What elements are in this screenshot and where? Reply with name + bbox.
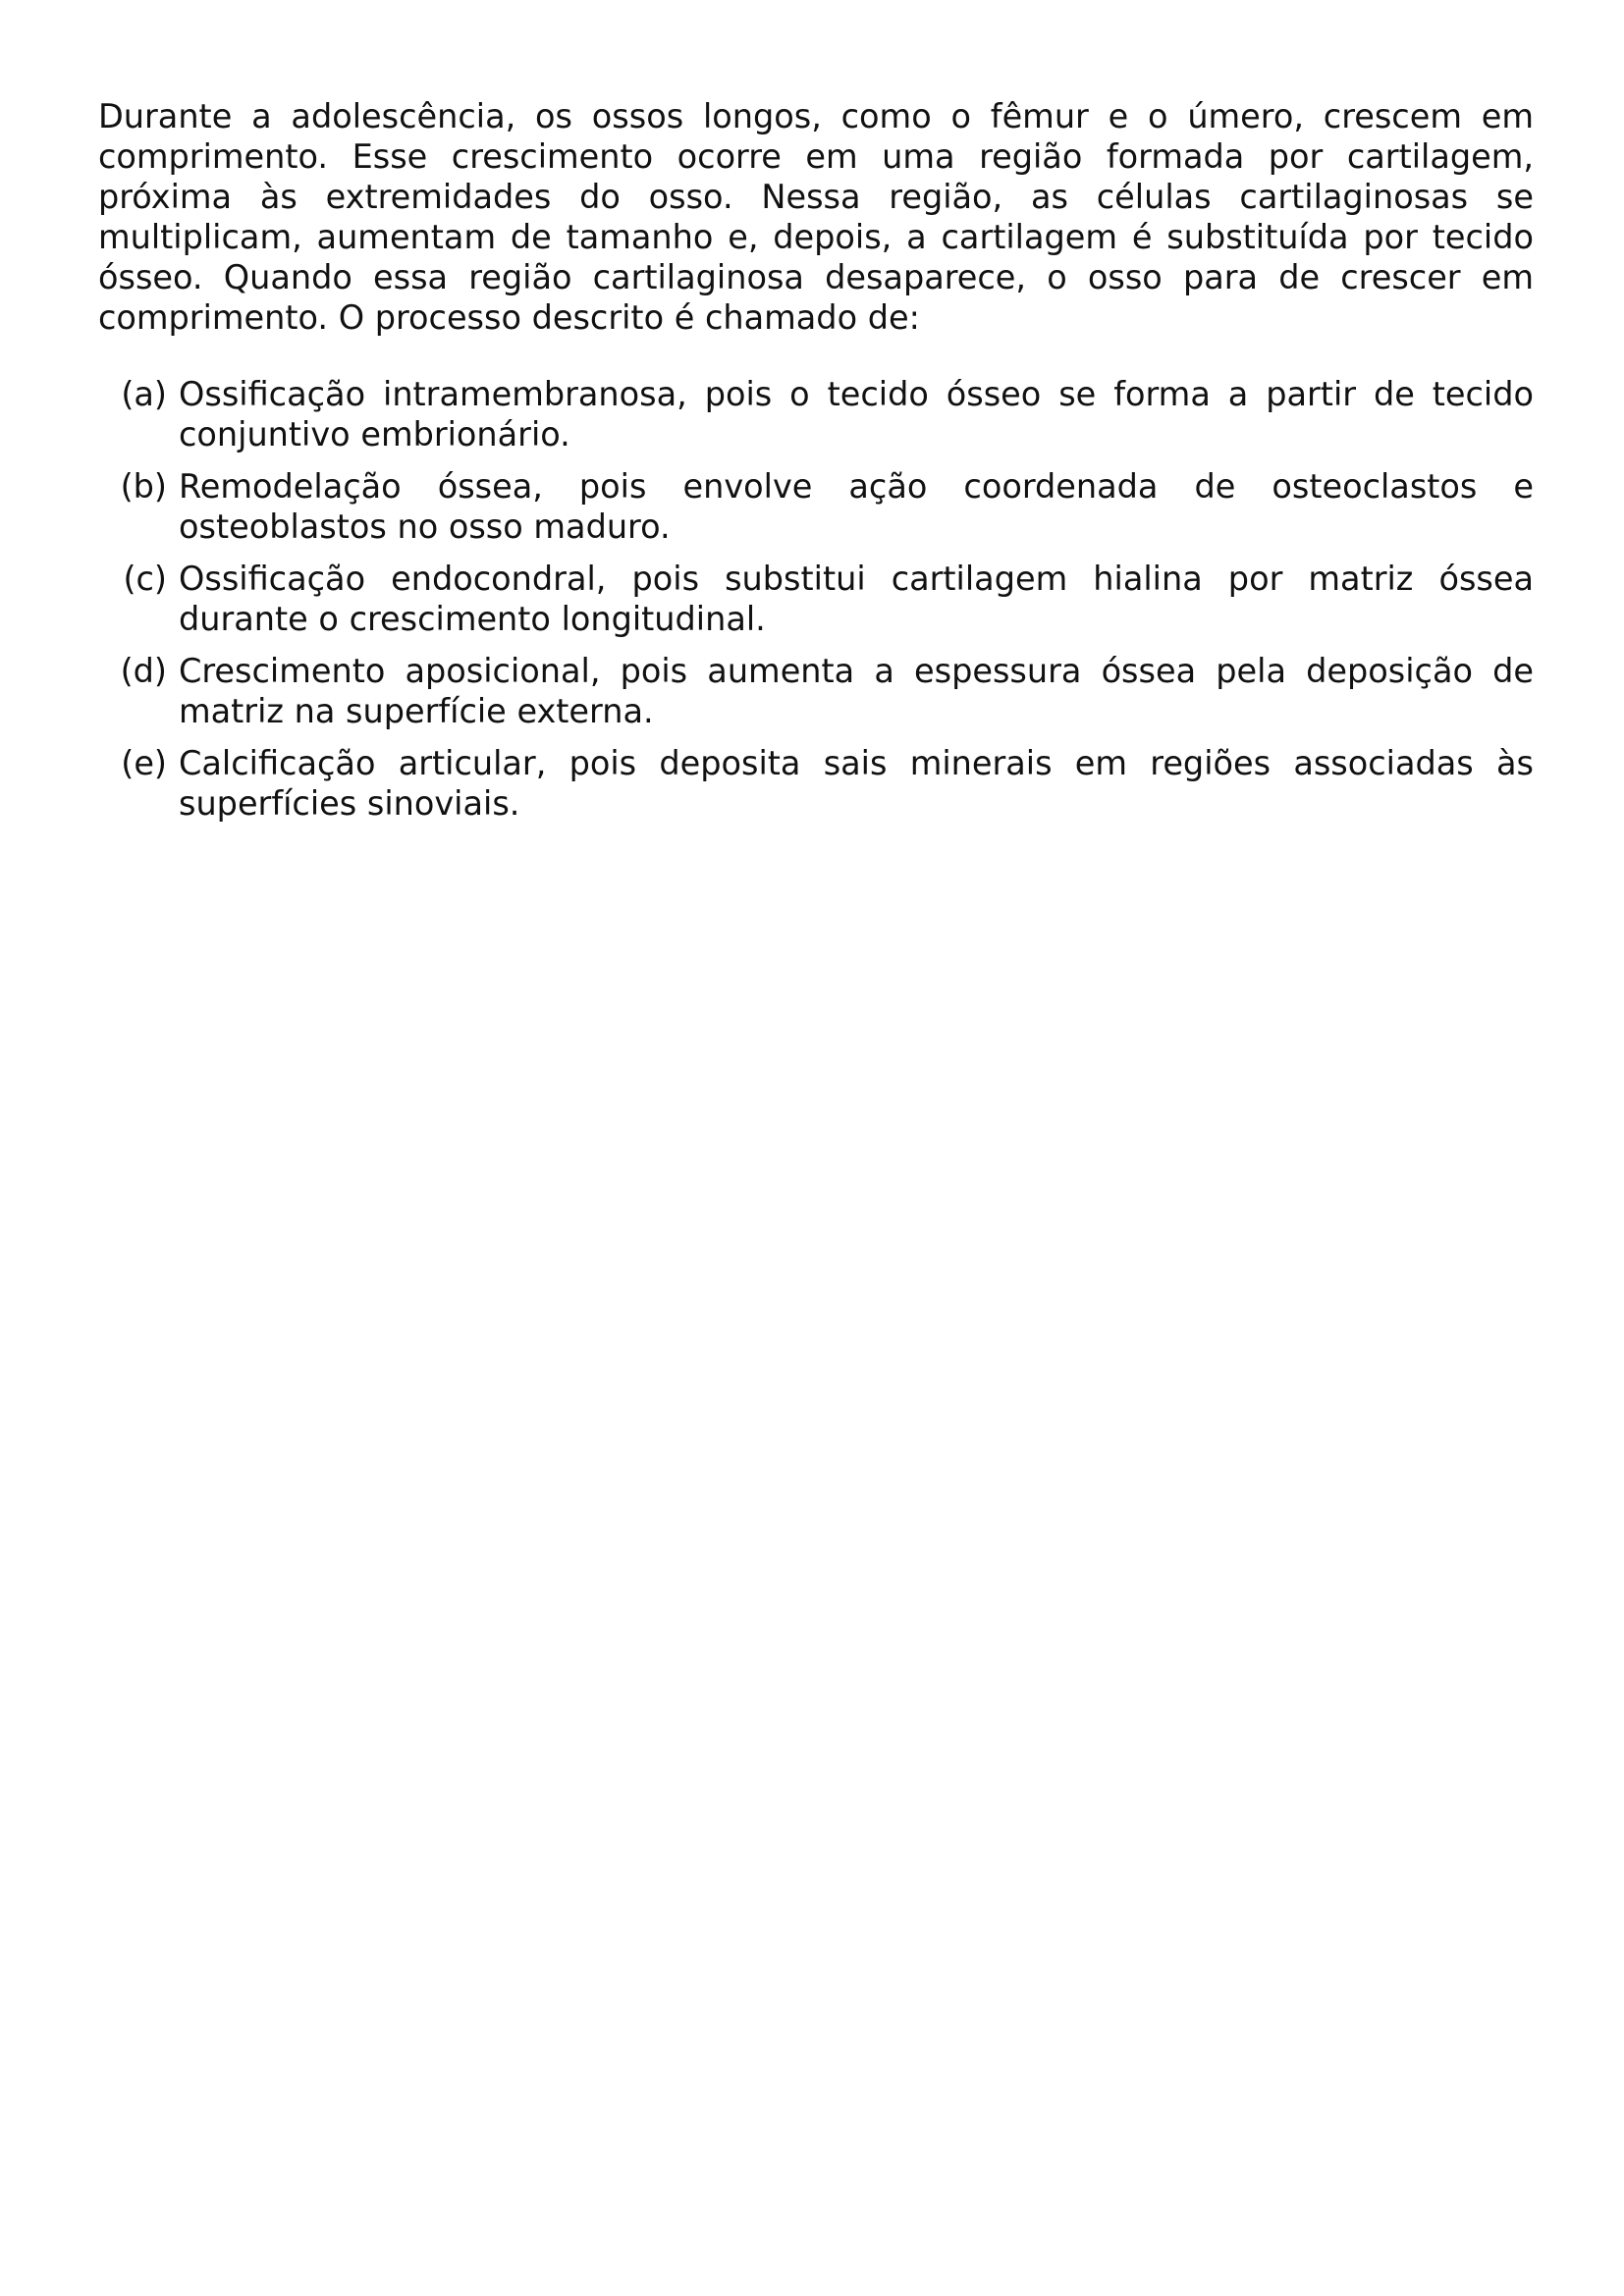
- option-text: Crescimento aposicional, pois aumenta a espessura óssea pela deposição de matriz na superfície externa.: [179, 652, 1534, 730]
- document-page: [98, 96, 1534, 835]
- option-letter: (b): [120, 467, 167, 506]
- option-text: Ossificação endocondral, pois substitui cartilagem hialina por matriz óssea durante o crescimento longitudinal.: [179, 560, 1534, 638]
- option-letter: (e): [121, 744, 167, 782]
- option-e: [98, 743, 1534, 824]
- answer-options: [98, 374, 1534, 824]
- option-letter: (a): [121, 375, 167, 413]
- question-text: Durante a adolescência, os ossos longos, como o fêmur e o úmero, crescem em comprimento. Esse crescimento ocorre em uma região formada por cartilagem, próxima às extremidades do osso. Nessa região, as células cartilaginosas se multiplicam, aumentam de tamanho e, depois, a cartilagem é substituída por tecido ósseo. Quando essa região cartilaginosa desaparece, o osso para de crescer em comprimento. O processo descrito é chamado de:: [98, 97, 1534, 337]
- option-c: [98, 559, 1534, 639]
- option-letter: (d): [120, 652, 167, 690]
- option-text: Remodelação óssea, pois envolve ação coordenada de osteoclastos e osteoblastos no osso maduro.: [179, 467, 1534, 546]
- option-text: Ossificação intramembranosa, pois o tecido ósseo se forma a partir de tecido conjuntivo embrionário.: [179, 375, 1534, 454]
- option-a: [98, 374, 1534, 454]
- option-text: Calcificação articular, pois deposita sais minerais em regiões associadas às superfícies sinoviais.: [179, 744, 1534, 823]
- option-b: [98, 466, 1534, 547]
- option-d: [98, 651, 1534, 731]
- option-letter: (c): [123, 560, 167, 598]
